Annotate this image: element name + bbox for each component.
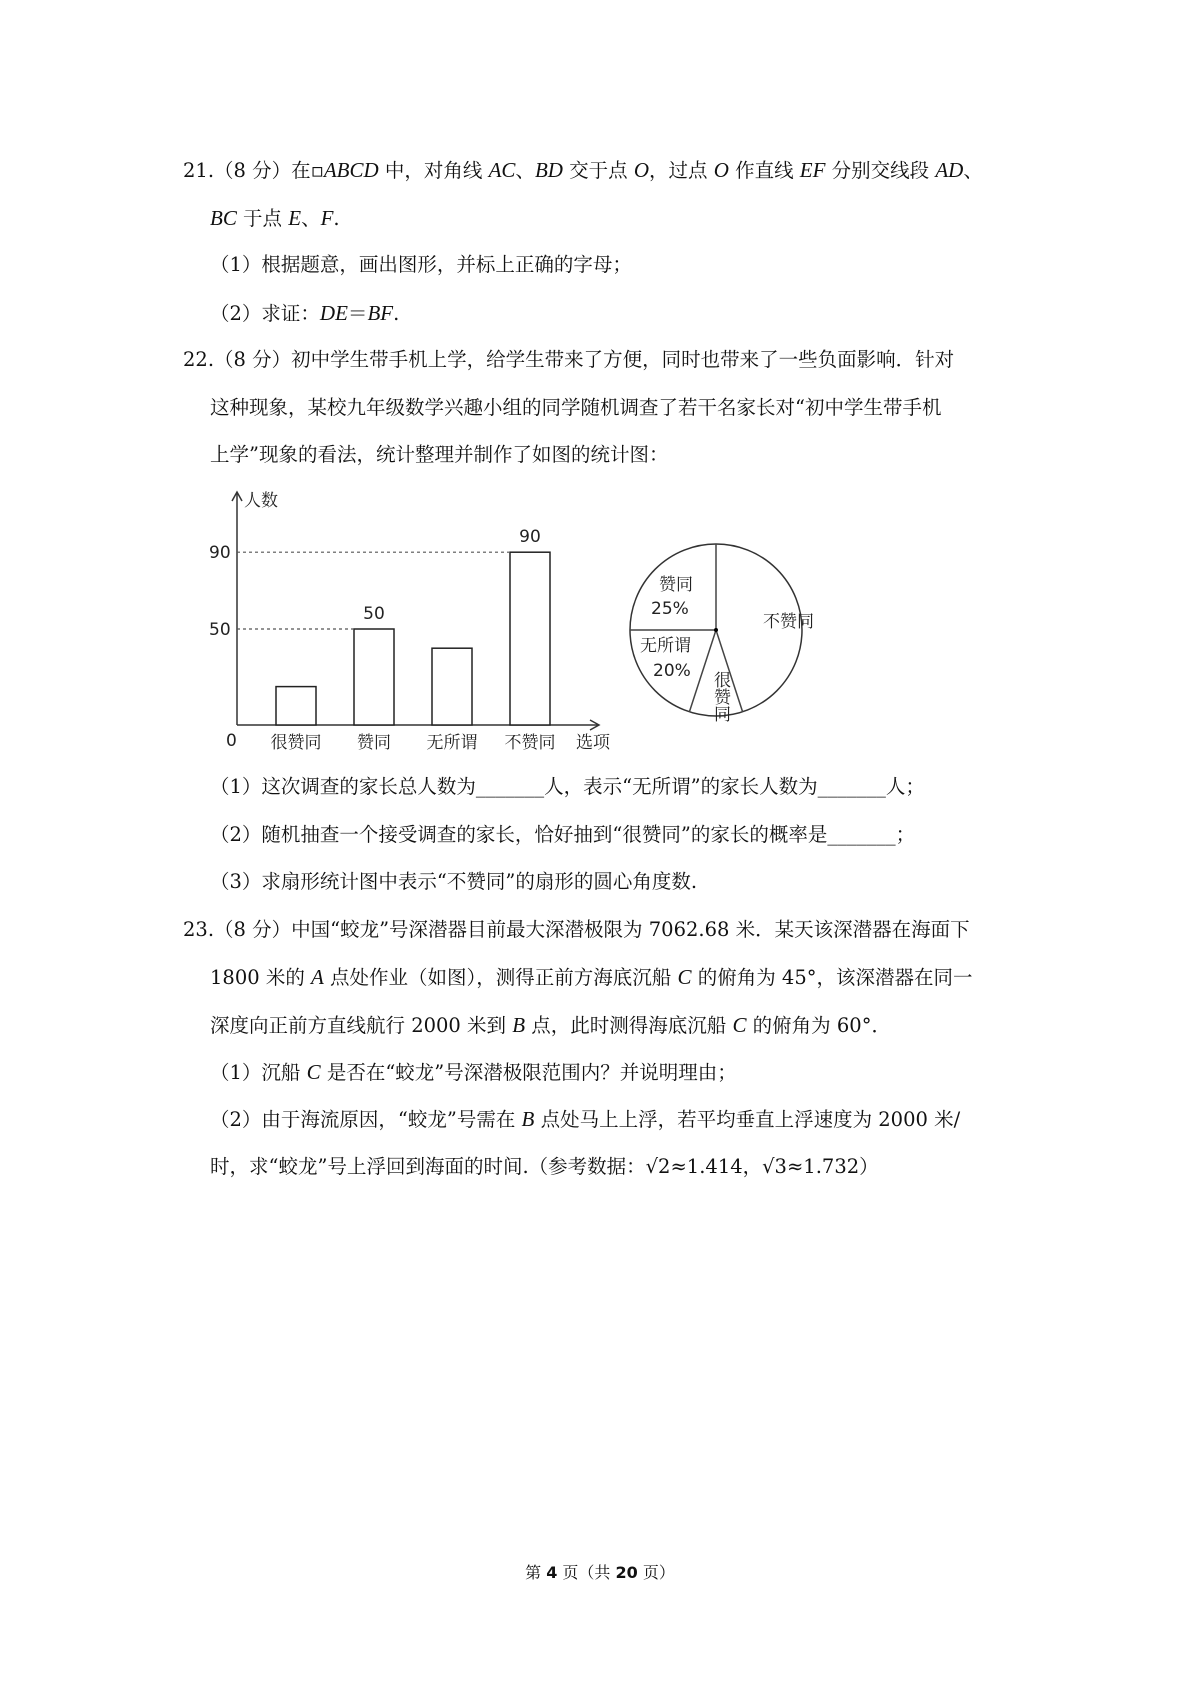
footer-text: 页） [637,1563,675,1582]
text-segment: . [393,302,400,325]
math-variable: ABCD [323,158,379,182]
pie-label: 不赞同 [763,612,814,632]
text-segment: 1800 米的 [210,966,312,989]
q23-part-2a [210,1106,960,1133]
pie-label: 无所谓 [640,636,691,656]
text-segment: 时，求“蛟龙”号上浮回到海面的时间.（参考数据：√2≈1.414，√3≈1.732） [210,1155,879,1178]
text-segment: ，过点 [649,159,714,182]
text-segment: （2）求证： [210,302,320,325]
math-variable: E [288,206,302,230]
text-segment: 深度向正前方直线航行 2000 米到 [210,1014,513,1037]
math-variable: BF [367,301,394,325]
text-segment: （3）求扇形统计图中表示“不赞同”的扇形的圆心角度数. [210,870,698,893]
y-tick-label: 50 [209,620,231,640]
text-segment: （1）根据题意，画出图形，并标上正确的字母； [210,253,632,276]
text-segment: 点处马上上浮，若平均垂直上浮速度为 2000 米/ [534,1108,961,1131]
pie-percent: 20% [653,661,691,681]
text-segment: 交于点 [562,159,634,182]
text-segment: 22.（8 分）初中学生带手机上学，给学生带来了方便，同时也带来了一些负面影响．针对 [183,348,955,371]
page-footer [0,1560,1200,1583]
q23-stem-1 [183,917,970,943]
q23-stem-2 [210,964,973,991]
text-segment: （2）随机抽查一个接受调查的家长，恰好抽到“很赞同”的家长的概率是_______； [210,823,916,846]
math-variable: C [306,1060,321,1084]
text-segment: 作直线 [728,159,800,182]
math-variable: AD [935,158,964,182]
q23-part-1 [210,1059,737,1086]
x-tick-label: 不赞同 [504,733,556,753]
statistics-charts [0,0,1200,800]
footer-text: 第 [525,1563,547,1582]
page-number: 4 [546,1563,558,1582]
x-tick-label: 很赞同 [270,733,322,753]
text-segment: 于点 [236,207,289,230]
text-segment: （1）这次调查的家长总人数为_______人，表示“无所谓”的家长人数为_______人； [210,775,925,798]
q23-stem-3 [210,1012,891,1039]
text-segment: 点处作业（如图），测得正前方海底沉船 [323,966,678,989]
bar-赞同 [354,629,394,725]
text-segment: 是否在“蛟龙”号深潜极限范围内？并说明理由； [320,1061,737,1084]
data-label: 50 [363,604,385,624]
math-variable: AC [488,158,516,182]
bar-很赞同 [276,687,316,725]
text-segment: 中，对角线 [378,159,489,182]
text-segment: 21.（8 分）在▫ [183,159,324,182]
text-segment: （2）由于海流原因，“蛟龙”号需在 [210,1108,522,1131]
math-variable: B [512,1013,526,1037]
math-variable: O [633,158,650,182]
math-variable: B [521,1107,535,1131]
total-pages: 20 [615,1563,638,1582]
math-variable: EF [799,158,826,182]
math-variable: DE [319,301,348,325]
text-segment: 这种现象，某校九年级数学兴趣小组的同学随机调查了若干名家长对“初中学生带手机 [210,396,942,419]
text-segment: 点，此时测得海底沉船 [525,1014,733,1037]
math-variable: O [713,158,729,182]
footer-text: 页（共 [557,1563,616,1582]
pie-label: 很赞同 [710,671,730,722]
x-tick-label: 无所谓 [426,733,478,753]
text-segment: . [333,207,340,230]
text-segment: 、 [963,159,983,182]
x-tick-label: 赞同 [357,733,391,753]
math-variable: F [320,206,334,230]
bar-不赞同 [510,552,550,725]
bar-无所谓 [432,648,472,725]
math-variable: C [732,1013,747,1037]
q23-part-2b [210,1154,879,1180]
text-segment: 上学”现象的看法，统计整理并制作了如图的统计图： [210,443,669,466]
text-segment: 23.（8 分）中国“蛟龙”号深潜器目前最大深潜极限为 7062.68 米．某天该深潜器在海面下 [183,918,970,941]
text-segment: 、 [515,159,535,182]
y-axis-label: 人数 [244,491,278,511]
x-axis-label: 选项 [576,733,610,753]
math-variable: A [311,965,324,989]
text-segment: 的俯角为 60°． [746,1014,891,1037]
pie-label: 赞同 [659,575,693,595]
y-tick-label: 90 [209,543,231,564]
text-segment: （1）沉船 [210,1061,307,1084]
data-label: 90 [519,527,541,548]
pie-center [714,628,718,632]
math-variable: BD [534,158,563,182]
text-segment: 的俯角为 45°，该深潜器在同一 [691,966,973,989]
q22-part-3 [210,869,697,895]
q22-part-2 [210,822,915,848]
math-variable: BC [210,206,237,230]
text-segment: ＝ [347,302,368,325]
y-tick-label: 0 [226,731,237,751]
text-segment: 、 [301,207,321,230]
text-segment: 分别交线段 [825,159,936,182]
pie-percent: 25% [651,599,689,619]
math-variable: C [677,965,692,989]
